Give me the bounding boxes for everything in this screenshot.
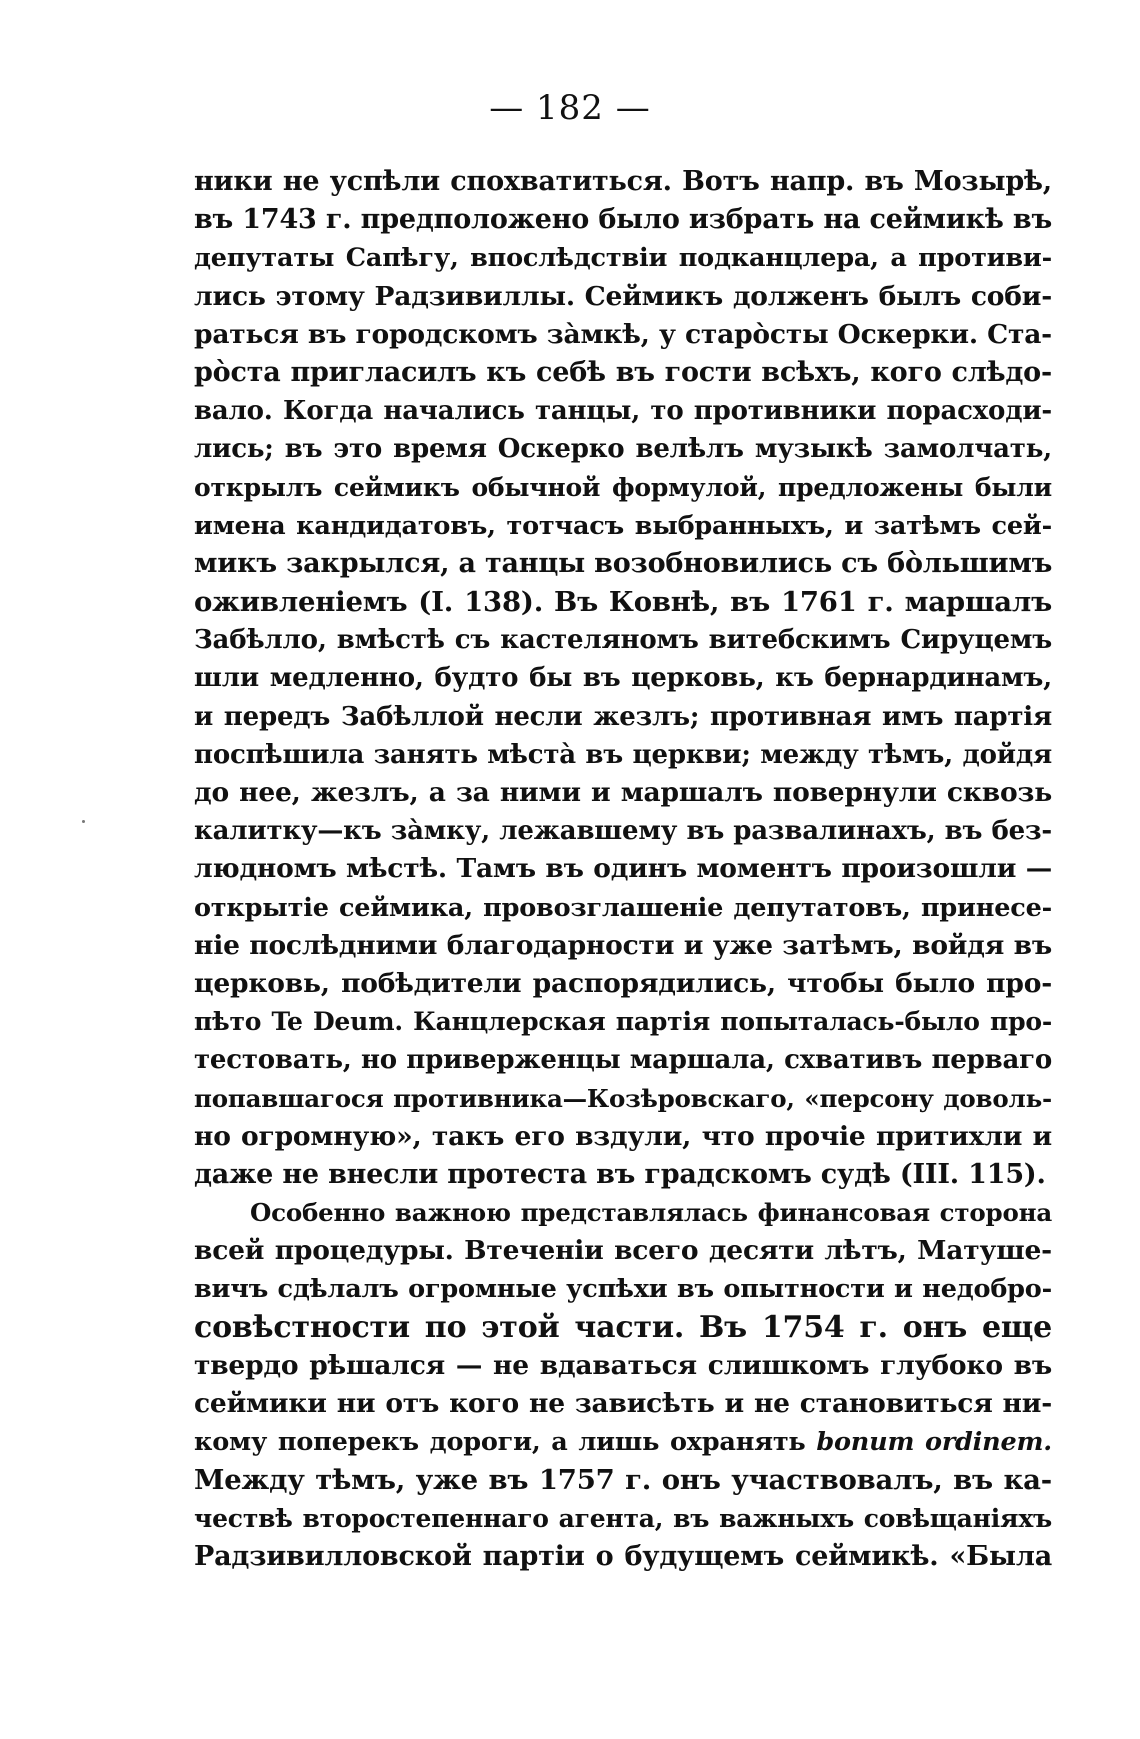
text-line: оживленіемъ (I. 138). Въ Ковнѣ, въ 1761 г. маршалъ <box>194 586 1052 619</box>
text-line: ро̀ста пригласилъ къ себѣ въ гости всѣхъ, кого слѣдо- <box>194 356 1052 388</box>
text-line: раться въ городскомъ за̀мкѣ, у старо̀сты Оскерки. Ста- <box>194 318 1052 350</box>
text-line: калитку—къ за̀мку, лежавшему въ развалинахъ, въ без- <box>194 816 1052 847</box>
text-segment: кому поперекъ дороги, а лишь охранять <box>194 1427 806 1458</box>
text-line: въ 1743 г. предположено было избрать на сеймикѣ въ <box>194 204 1052 236</box>
text-line: лись этому Радзивиллы. Сеймикъ долженъ былъ соби- <box>194 280 1052 312</box>
text-line: Между тѣмъ, уже въ 1757 г. онъ участвовалъ, въ ка- <box>194 1464 1052 1497</box>
text-line: депутаты Сапѣгу, впослѣдствіи подканцлера, а противи- <box>194 243 1052 274</box>
text-line: Забѣлло, вмѣстѣ съ кастеляномъ витебскимъ Сируцемъ <box>194 625 1052 656</box>
text-line: ники не успѣли спохватиться. Вотъ напр. въ Мозырѣ, <box>194 166 1052 197</box>
text-line: церковь, побѣдители распорядились, чтобы было про- <box>194 967 1052 999</box>
text-line: сеймики ни отъ кого не зависѣть и не становиться ни- <box>194 1388 1052 1419</box>
text-line: микъ закрылся, а танцы возобновились съ бо̀льшимъ <box>194 547 1053 579</box>
text-line: поспѣшила занять мѣста̀ въ церкви; между тѣмъ, дойдя <box>194 739 1052 770</box>
text-line: лись; въ это время Оскерко велѣлъ музыкѣ замолчать, <box>194 434 1052 465</box>
text-line: до нее, жезлъ, а за ними и маршалъ повернули сквозь <box>194 777 1052 808</box>
text-line: шли медленно, будто бы въ церковь, къ бернардинамъ, <box>194 663 1052 694</box>
scan-speck <box>82 820 85 823</box>
page-number: — 182 — <box>489 88 651 128</box>
text-line: открылъ сеймикъ обычной формулой, предложены были <box>194 472 1052 502</box>
text-line: Радзивилловской партіи о будущемъ сеймикѣ. «Была <box>194 1540 1052 1572</box>
text-line: пѣто Te Deum. Канцлерская партія попыталась-было про- <box>194 1007 1052 1037</box>
text-line: людномъ мѣстѣ. Тамъ въ одинъ моментъ произошли — <box>194 853 1052 885</box>
text-line: и передъ Забѣллой несли жезлъ; противная имъ партія <box>194 701 1052 732</box>
text-line: открытіе сеймика, провозглашеніе депутатовъ, принесе- <box>194 892 1052 923</box>
body-text <box>194 163 1052 1576</box>
latin-phrase: bonum ordinem. <box>816 1427 1052 1458</box>
text-line: имена кандидатовъ, тотчасъ выбранныхъ, и затѣмъ сей- <box>194 510 1052 541</box>
text-line-with-italic <box>194 1423 1052 1461</box>
text-line: совѣстности по этой части. Въ 1754 г. онъ еще <box>194 1309 1052 1345</box>
text-line: вичъ сдѣлалъ огромные успѣхи въ опытности и недобро- <box>194 1274 1052 1305</box>
text-line: ніе послѣдними благодарности и уже затѣмъ, войдя въ <box>194 929 1052 961</box>
text-line: твердо рѣшался — не вдаваться слишкомъ глубоко въ <box>194 1349 1052 1381</box>
text-line: чествѣ второстепеннаго агента, въ важныхъ совѣщаніяхъ <box>194 1503 1052 1533</box>
text-line: всей процедуры. Втеченіи всего десяти лѣтъ, Матуше- <box>194 1235 1052 1267</box>
paragraph-first-line: Особенно важною представлялась финансовая сторона <box>250 1198 1052 1228</box>
text-line: вало. Когда начались танцы, то противники порасходи- <box>194 396 1052 427</box>
text-line: но огромную», такъ его вздули, что прочіе притихли и <box>194 1120 1052 1152</box>
text-line: тестовать, но приверженцы маршала, схвативъ перваго <box>194 1045 1052 1076</box>
text-line: даже не внесли протеста въ градскомъ судѣ (III. 115). <box>194 1158 1046 1190</box>
text-line: попавшагося противника—Козѣровскаго, «персону доволь- <box>194 1083 1052 1113</box>
